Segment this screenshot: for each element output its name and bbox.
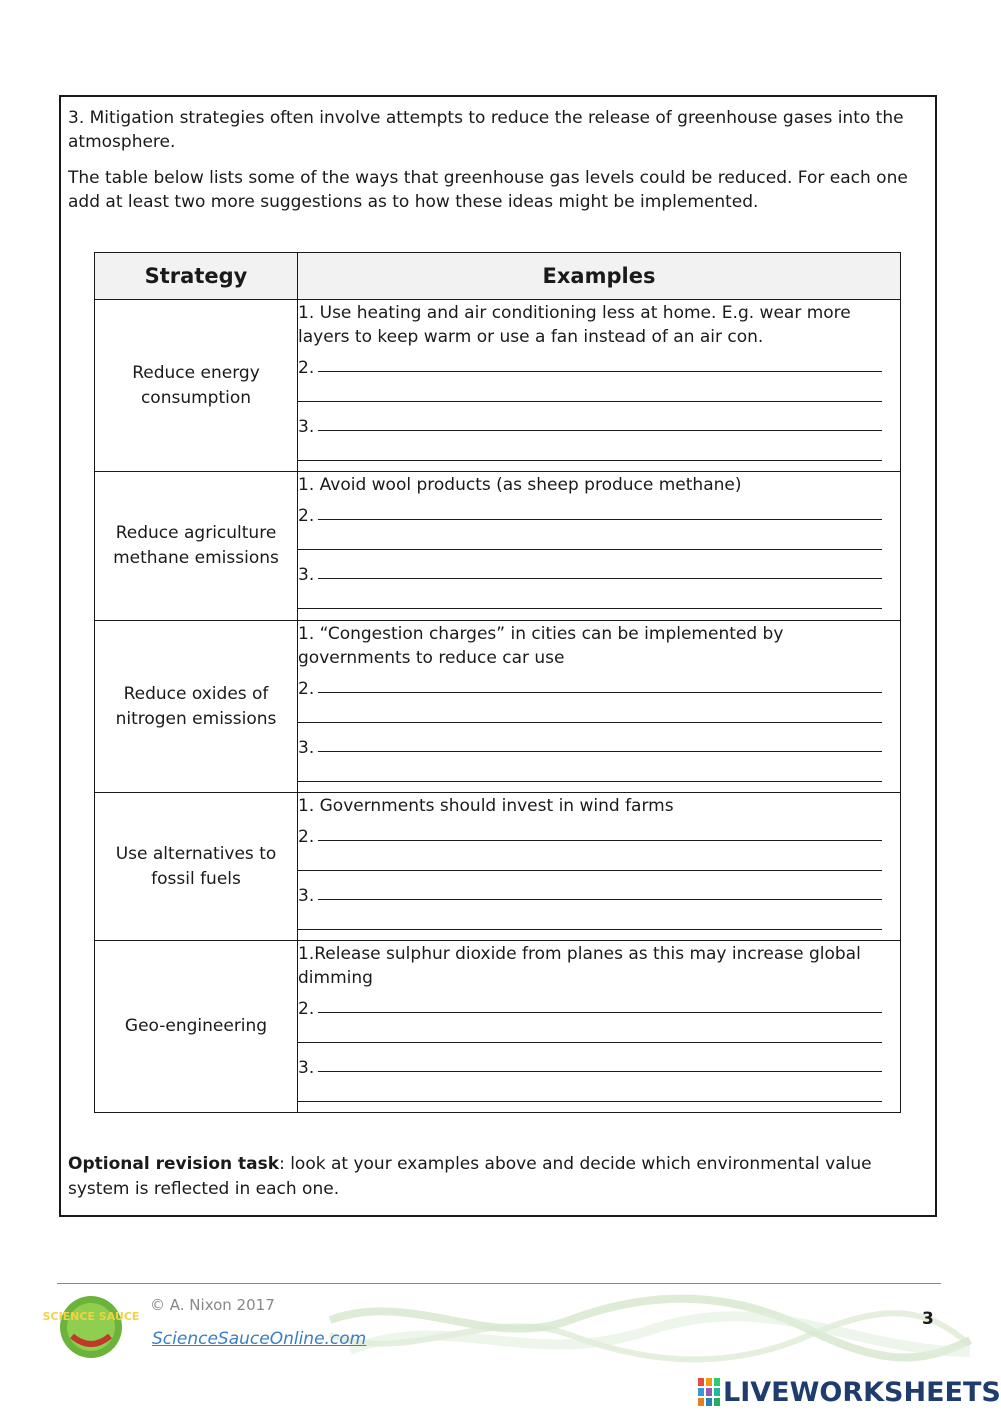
footer-divider xyxy=(57,1283,941,1284)
answer-line-2[interactable] xyxy=(298,349,900,378)
answer-number: 3. xyxy=(298,886,315,906)
page-number: 3 xyxy=(922,1309,934,1329)
examples-header: Examples xyxy=(298,253,901,300)
liveworksheets-brand[interactable] xyxy=(698,1376,1001,1408)
table-row xyxy=(95,472,901,621)
revision-task xyxy=(68,1152,918,1202)
example-given: 1. Use heating and air conditioning less at home. E.g. wear more layers to keep warm or use a fan instead of an air con. xyxy=(298,303,851,347)
liveworksheets-text: LIVEWORKSHEETS xyxy=(723,1376,1001,1408)
examples-cell xyxy=(298,621,901,793)
table-row xyxy=(95,793,901,941)
question-instructions: The table below lists some of the ways that greenhouse gas levels could be reduced. For each one add at least two more suggestions as to how these ideas might be implemented. xyxy=(68,168,908,212)
answer-line-3-cont[interactable] xyxy=(298,585,900,615)
answer-line-3-cont[interactable] xyxy=(298,906,900,936)
example-given: 1. Avoid wool products (as sheep produce methane) xyxy=(298,475,742,495)
strategy-cell: Geo-engineering xyxy=(95,941,298,1113)
answer-line-3-cont[interactable] xyxy=(298,1078,900,1108)
strategy-header: Strategy xyxy=(95,253,298,300)
answer-line-3[interactable] xyxy=(298,729,900,758)
example-given: 1. “Congestion charges” in cities can be implemented by governments to reduce car use xyxy=(298,624,784,668)
site-link[interactable]: ScienceSauceOnline.com xyxy=(152,1329,367,1349)
answer-line-3-cont[interactable] xyxy=(298,437,900,467)
answer-line-2[interactable] xyxy=(298,670,900,699)
answer-line-2-cont[interactable] xyxy=(298,526,900,556)
table-row xyxy=(95,941,901,1113)
revision-label: Optional revision task xyxy=(68,1154,280,1174)
logo-text: SCIENCE SAUCE xyxy=(42,1310,140,1323)
answer-line-3-cont[interactable] xyxy=(298,758,900,788)
answer-line-3[interactable] xyxy=(298,408,900,437)
answer-number: 2. xyxy=(298,827,315,847)
example-given: 1. Governments should invest in wind farms xyxy=(298,796,674,816)
answer-line-2-cont[interactable] xyxy=(298,1019,900,1049)
answer-number: 3. xyxy=(298,565,315,585)
examples-cell xyxy=(298,941,901,1113)
examples-cell xyxy=(298,472,901,621)
strategy-cell: Reduce energy consumption xyxy=(95,300,298,472)
table-row xyxy=(95,300,901,472)
example-given: 1.Release sulphur dioxide from planes as this may increase global dimming xyxy=(298,944,861,988)
answer-line-2[interactable] xyxy=(298,990,900,1019)
table-row xyxy=(95,621,901,793)
answer-line-2-cont[interactable] xyxy=(298,699,900,729)
answer-number: 3. xyxy=(298,1058,315,1078)
answer-line-2-cont[interactable] xyxy=(298,847,900,877)
answer-number: 3. xyxy=(298,417,315,437)
answer-number: 2. xyxy=(298,679,315,699)
answer-line-2[interactable] xyxy=(298,818,900,847)
answer-number: 2. xyxy=(298,999,315,1019)
revision-text: : look at your examples above and decide which environmental value system is reflected in each one. xyxy=(68,1154,872,1199)
strategy-table xyxy=(94,252,901,1113)
answer-line-2-cont[interactable] xyxy=(298,378,900,408)
dna-watermark-graphic xyxy=(330,1290,970,1380)
answer-line-3[interactable] xyxy=(298,556,900,585)
answer-line-2[interactable] xyxy=(298,497,900,526)
answer-number: 2. xyxy=(298,358,315,378)
science-sauce-logo xyxy=(42,1294,140,1360)
strategy-cell: Use alternatives to fossil fuels xyxy=(95,793,298,941)
answer-line-3[interactable] xyxy=(298,877,900,906)
answer-line-3[interactable] xyxy=(298,1049,900,1078)
table-header-row xyxy=(95,253,901,300)
liveworksheets-icon xyxy=(698,1378,720,1406)
question-intro: 3. Mitigation strategies often involve attempts to reduce the release of greenhouse gases into the atmosphere. xyxy=(68,108,904,152)
answer-number: 2. xyxy=(298,506,315,526)
answer-number: 3. xyxy=(298,738,315,758)
examples-cell xyxy=(298,793,901,941)
strategy-cell: Reduce agriculture methane emissions xyxy=(95,472,298,621)
examples-cell xyxy=(298,300,901,472)
copyright-text: © A. Nixon 2017 xyxy=(150,1296,275,1314)
strategy-cell: Reduce oxides of nitrogen emissions xyxy=(95,621,298,793)
